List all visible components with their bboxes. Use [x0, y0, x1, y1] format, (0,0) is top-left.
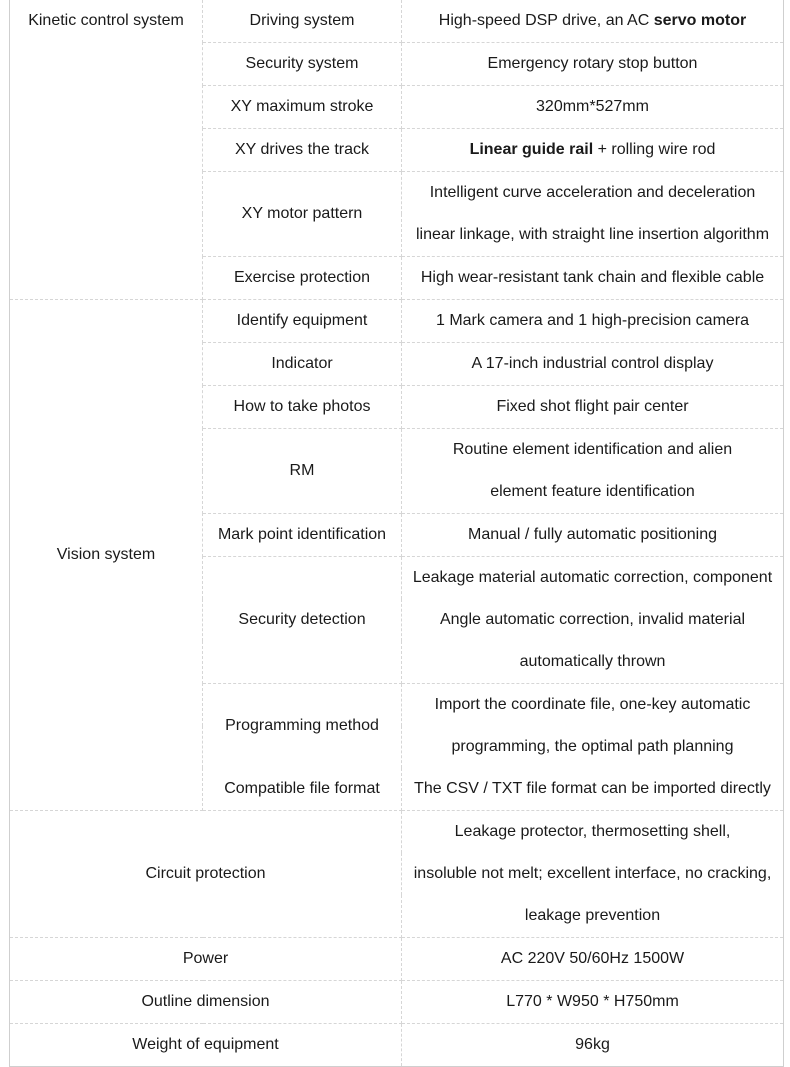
spec-name: How to take photos — [203, 386, 402, 429]
spec-value-line: Routine element identification and alien — [402, 429, 784, 472]
spec-name: Circuit protection — [10, 811, 402, 938]
spec-name: Weight of equipment — [10, 1024, 402, 1067]
spec-value: Manual / fully automatic positioning — [402, 514, 784, 557]
spec-name: Mark point identification — [203, 514, 402, 557]
category-label-kinetic: Kinetic control system — [28, 12, 184, 29]
spec-name: Identify equipment — [203, 300, 402, 343]
table-row — [10, 300, 784, 343]
spec-name: Compatible file format — [224, 780, 380, 797]
spec-name: RM — [203, 429, 402, 514]
table-row — [10, 0, 784, 43]
spec-value-line: Leakage material automatic correction, component — [402, 557, 784, 600]
spec-value: Fixed shot flight pair center — [402, 386, 784, 429]
spec-value: AC 220V 50/60Hz 1500W — [402, 938, 784, 981]
spec-name: Indicator — [203, 343, 402, 386]
spec-name: Security system — [203, 43, 402, 86]
spec-value-line: linear linkage, with straight line insertion algorithm — [402, 214, 784, 257]
spec-name: XY drives the track — [203, 129, 402, 172]
spec-name: Security detection — [203, 557, 402, 684]
spec-value-line: Import the coordinate file, one-key automatic — [402, 684, 784, 727]
spec-name: Power — [10, 938, 402, 981]
spec-value-line: programming, the optimal path planning — [402, 726, 784, 768]
spec-name-group — [203, 684, 402, 811]
category-cell-vision — [10, 300, 203, 811]
spec-table — [9, 0, 784, 1067]
table-row — [10, 1024, 784, 1067]
spec-value: 1 Mark camera and 1 high-precision camera — [402, 300, 784, 343]
spec-value: 96kg — [402, 1024, 784, 1067]
spec-value-line: insoluble not melt; excellent interface, no cracking, — [402, 853, 784, 895]
spec-value-line: element feature identification — [402, 471, 784, 514]
spec-value-line: Intelligent curve acceleration and deceleration — [402, 172, 784, 215]
category-label-vision: Vision system — [56, 546, 156, 563]
spec-value: L770 * W950 * H750mm — [402, 981, 784, 1024]
spec-value-line: Angle automatic correction, invalid material — [402, 599, 784, 641]
spec-name: XY motor pattern — [203, 172, 402, 257]
spec-value: A 17-inch industrial control display — [402, 343, 784, 386]
spec-name: Programming method — [225, 717, 379, 734]
table-row — [10, 811, 784, 854]
category-cell-kinetic — [10, 0, 203, 300]
table-row — [10, 938, 784, 981]
spec-value: High-speed DSP drive, an AC servo motor — [402, 0, 784, 43]
spec-name: XY maximum stroke — [203, 86, 402, 129]
spec-value: High wear-resistant tank chain and flexible cable — [402, 257, 784, 300]
spec-value-line: leakage prevention — [402, 895, 784, 938]
spec-value: The CSV / TXT file format can be imported directly — [402, 768, 784, 811]
spec-name: Outline dimension — [10, 981, 402, 1024]
spec-value: Linear guide rail + rolling wire rod — [402, 129, 784, 172]
spec-name: Driving system — [203, 0, 402, 43]
spec-value: Emergency rotary stop button — [402, 43, 784, 86]
spec-name: Exercise protection — [203, 257, 402, 300]
table-row — [10, 981, 784, 1024]
spec-value: 320mm*527mm — [402, 86, 784, 129]
spec-value-line: Leakage protector, thermosetting shell, — [402, 811, 784, 854]
spec-value-line: automatically thrown — [402, 641, 784, 684]
